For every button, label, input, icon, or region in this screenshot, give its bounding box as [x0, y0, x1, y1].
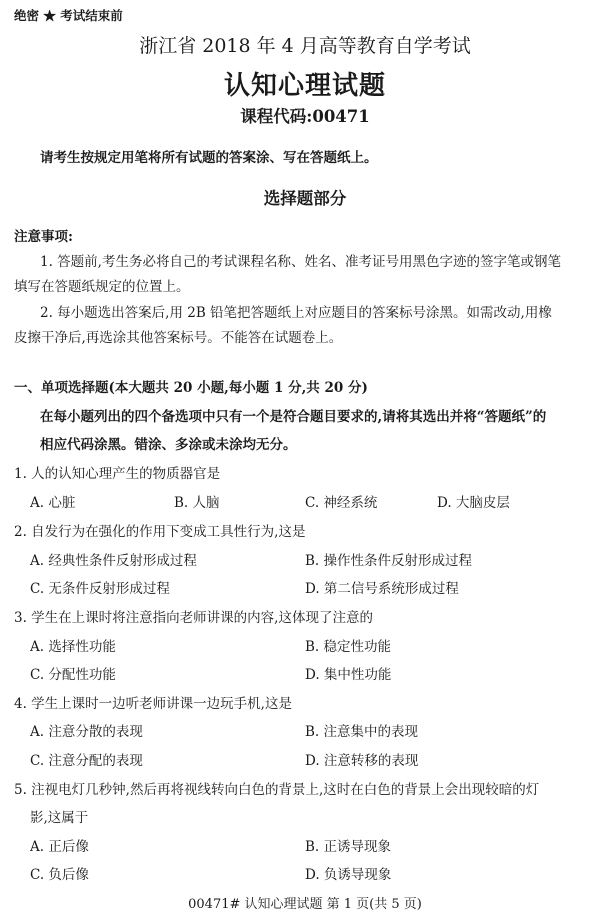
page-footer: 00471# 认知心理试题 第 1 页(共 5 页)	[188, 897, 422, 912]
part-description-line-1: 在每小题列出的四个备选项中只有一个是符合题目要求的,请将其选出并将“答题纸”的	[40, 409, 547, 425]
answer-instruction: 请考生按规定用笔将所有试题的答案涂、写在答题纸上。	[40, 150, 378, 166]
question-option: B. 注意集中的表现	[305, 724, 419, 740]
question-option: A. 正后像	[30, 839, 89, 855]
question-option: D. 大脑皮层	[437, 495, 510, 511]
note-1-line-2: 填写在答题纸规定的位置上。	[14, 279, 190, 295]
exam-title: 浙江省 2018 年 4 月高等教育自学考试	[139, 35, 471, 57]
question-stem: 3. 学生在上课时将注意指向老师讲课的内容,这体现了注意的	[14, 610, 373, 626]
question-stem: 1. 人的认知心理产生的物质器官是	[14, 466, 221, 482]
question-option: A. 选择性功能	[30, 639, 116, 655]
course-code: 课程代码:00471	[240, 107, 370, 126]
question-option: D. 负诱导现象	[305, 867, 392, 883]
part-description-line-2: 相应代码涂黑。错涂、多涂或未涂均无分。	[40, 437, 297, 453]
question-option: D. 第二信号系统形成过程	[305, 581, 459, 597]
part-heading: 一、单项选择题(本大题共 20 小题,每小题 1 分,共 20 分)	[14, 380, 368, 396]
question-option: C. 神经系统	[305, 495, 378, 511]
question-option: A. 心脏	[30, 495, 76, 511]
question-option: D. 集中性功能	[305, 667, 392, 683]
question-option: B. 操作性条件反射形成过程	[305, 553, 473, 569]
question-stem: 5. 注视电灯几秒钟,然后再将视线转向白色的背景上,这时在白色的背景上会出现较暗的灯	[14, 782, 540, 798]
question-option: B. 正诱导现象	[305, 839, 392, 855]
question-option: C. 注意分配的表现	[30, 753, 143, 769]
note-1-line-1: 1. 答题前,考生务必将自己的考试课程名称、姓名、准考证号用黑色字迹的签字笔或钢笔	[40, 254, 561, 270]
question-option: C. 分配性功能	[30, 667, 116, 683]
note-2-line-1: 2. 每小题选出答案后,用 2B 铅笔把答题纸上对应题目的答案标号涂黑。如需改动,用橡	[40, 305, 552, 321]
question-stem: 4. 学生上课时一边听老师讲课一边玩手机,这是	[14, 696, 292, 712]
question-option: D. 注意转移的表现	[305, 753, 419, 769]
section-title: 选择题部分	[263, 189, 347, 208]
note-2-line-2: 皮擦干净后,再选涂其他答案标号。不能答在试题卷上。	[14, 330, 343, 346]
question-option: A. 经典性条件反射形成过程	[30, 553, 197, 569]
question-option: B. 稳定性功能	[305, 639, 392, 655]
question-option: B. 人脑	[174, 495, 220, 511]
paper-title: 认知心理试题	[223, 71, 386, 101]
question-stem: 2. 自发行为在强化的作用下变成工具性行为,这是	[14, 524, 306, 540]
secret-label: 绝密 ★ 考试结束前	[14, 8, 123, 23]
question-stem-continuation: 影,这属于	[30, 810, 89, 826]
question-option: C. 无条件反射形成过程	[30, 581, 170, 597]
question-option: C. 负后像	[30, 867, 89, 883]
notes-heading: 注意事项:	[14, 229, 73, 245]
question-option: A. 注意分散的表现	[30, 724, 143, 740]
